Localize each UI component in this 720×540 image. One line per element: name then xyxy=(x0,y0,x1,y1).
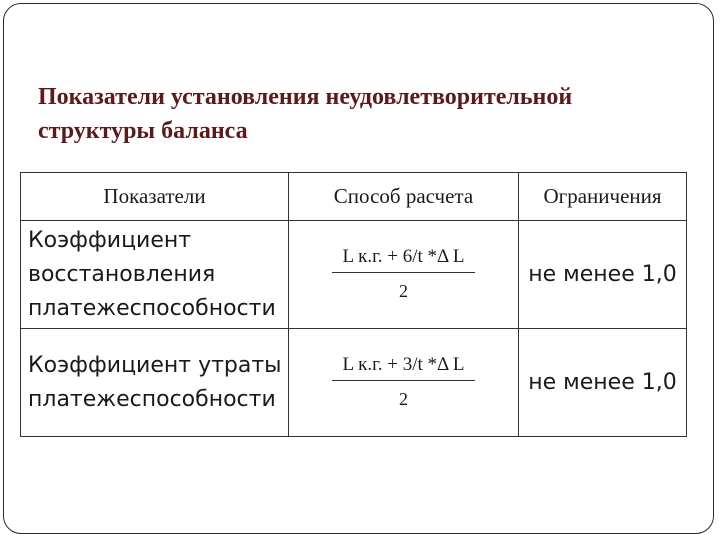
indicator-cell: Коэффициент утраты платежеспособности xyxy=(21,329,289,437)
header-restrictions: Ограничения xyxy=(519,173,687,221)
limit-cell: не менее 1,0 xyxy=(519,221,687,329)
table-row xyxy=(21,329,687,437)
indicator-cell: Коэффициент восстановления платежеспособности xyxy=(21,221,289,329)
limit-cell: не менее 1,0 xyxy=(519,329,687,437)
formula-fraction xyxy=(332,246,474,302)
header-indicators: Показатели xyxy=(21,173,289,221)
table-header-row xyxy=(21,173,687,221)
header-calculation-method: Способ расчета xyxy=(289,173,519,221)
formula-denominator: 2 xyxy=(399,389,408,409)
indicators-table xyxy=(20,172,687,437)
formula-denominator: 2 xyxy=(399,281,408,301)
formula-numerator: L к.г. + 6/t *Δ L xyxy=(332,246,474,273)
formula-cell xyxy=(289,221,519,329)
formula-cell xyxy=(289,329,519,437)
slide-title: Показатели установления неудовлетворительной структуры баланса xyxy=(38,84,573,144)
formula-numerator: L к.г. + 3/t *Δ L xyxy=(332,354,474,381)
table-row xyxy=(21,221,687,329)
formula-fraction xyxy=(332,354,474,410)
